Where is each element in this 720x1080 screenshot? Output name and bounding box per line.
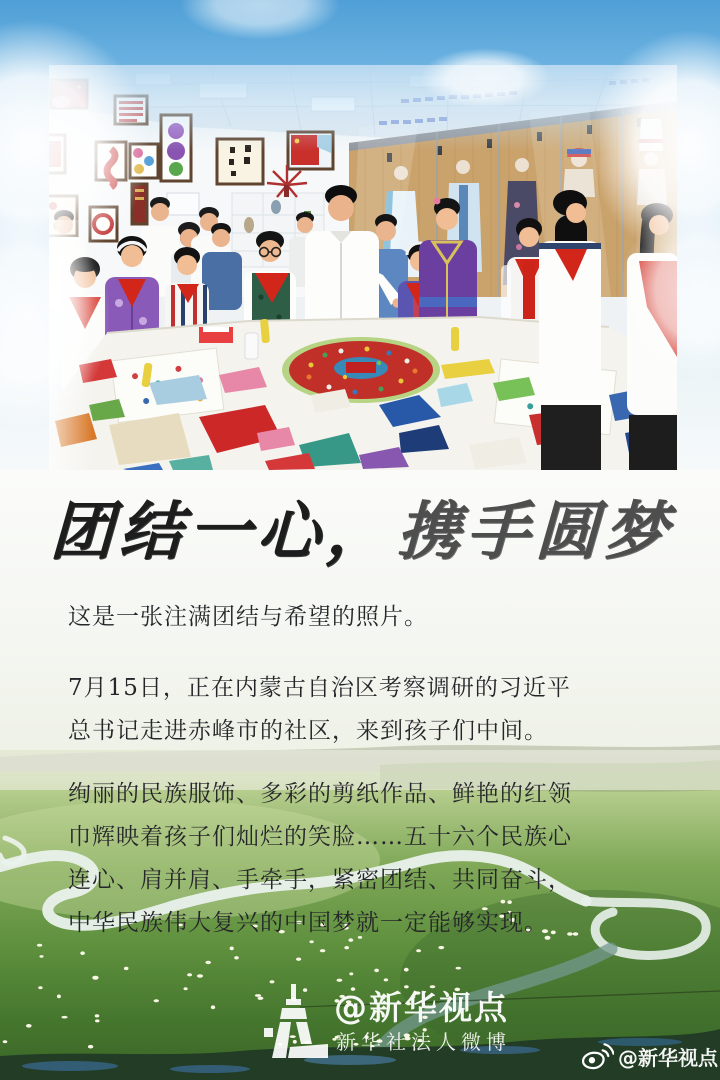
bottle bbox=[245, 333, 258, 359]
inspection-photo bbox=[49, 65, 677, 470]
footer-handle: @新华视点 bbox=[334, 988, 509, 1027]
paragraph-line: 连心、肩并肩、手牵手，紧密团结、共同奋斗， bbox=[68, 867, 572, 893]
paragraph-line: 中华民族伟大复兴的中国梦就一定能够实现。 bbox=[68, 910, 548, 936]
photo-scene bbox=[49, 65, 677, 470]
poster-title bbox=[48, 488, 675, 580]
window bbox=[167, 193, 199, 215]
paragraph-3 bbox=[68, 773, 668, 945]
paragraph-1 bbox=[68, 596, 668, 639]
paragraph-2 bbox=[68, 667, 668, 753]
paragraph-line: 7月15日，正在内蒙古自治区考察调研的习近平 bbox=[68, 675, 571, 701]
mandala-papercut bbox=[282, 337, 440, 403]
paragraph-line: 巾辉映着孩子们灿烂的笑脸……五十六个民族心 bbox=[68, 824, 572, 850]
footer-subtitle: 新华社法人微博 bbox=[336, 1030, 511, 1054]
paragraph-line: 这是一张注满团结与希望的照片。 bbox=[68, 604, 428, 630]
title-part-1: 团结一心， bbox=[48, 494, 397, 568]
title-part-2: 携手圆梦 bbox=[395, 494, 675, 568]
paragraph-line: 绚丽的民族服饰、多彩的剪纸作品、鲜艳的红领 bbox=[68, 781, 572, 807]
paragraph-line: 总书记走进赤峰市的社区，来到孩子们中间。 bbox=[68, 718, 548, 744]
watermark-handle: @新华视点 bbox=[618, 1046, 718, 1070]
